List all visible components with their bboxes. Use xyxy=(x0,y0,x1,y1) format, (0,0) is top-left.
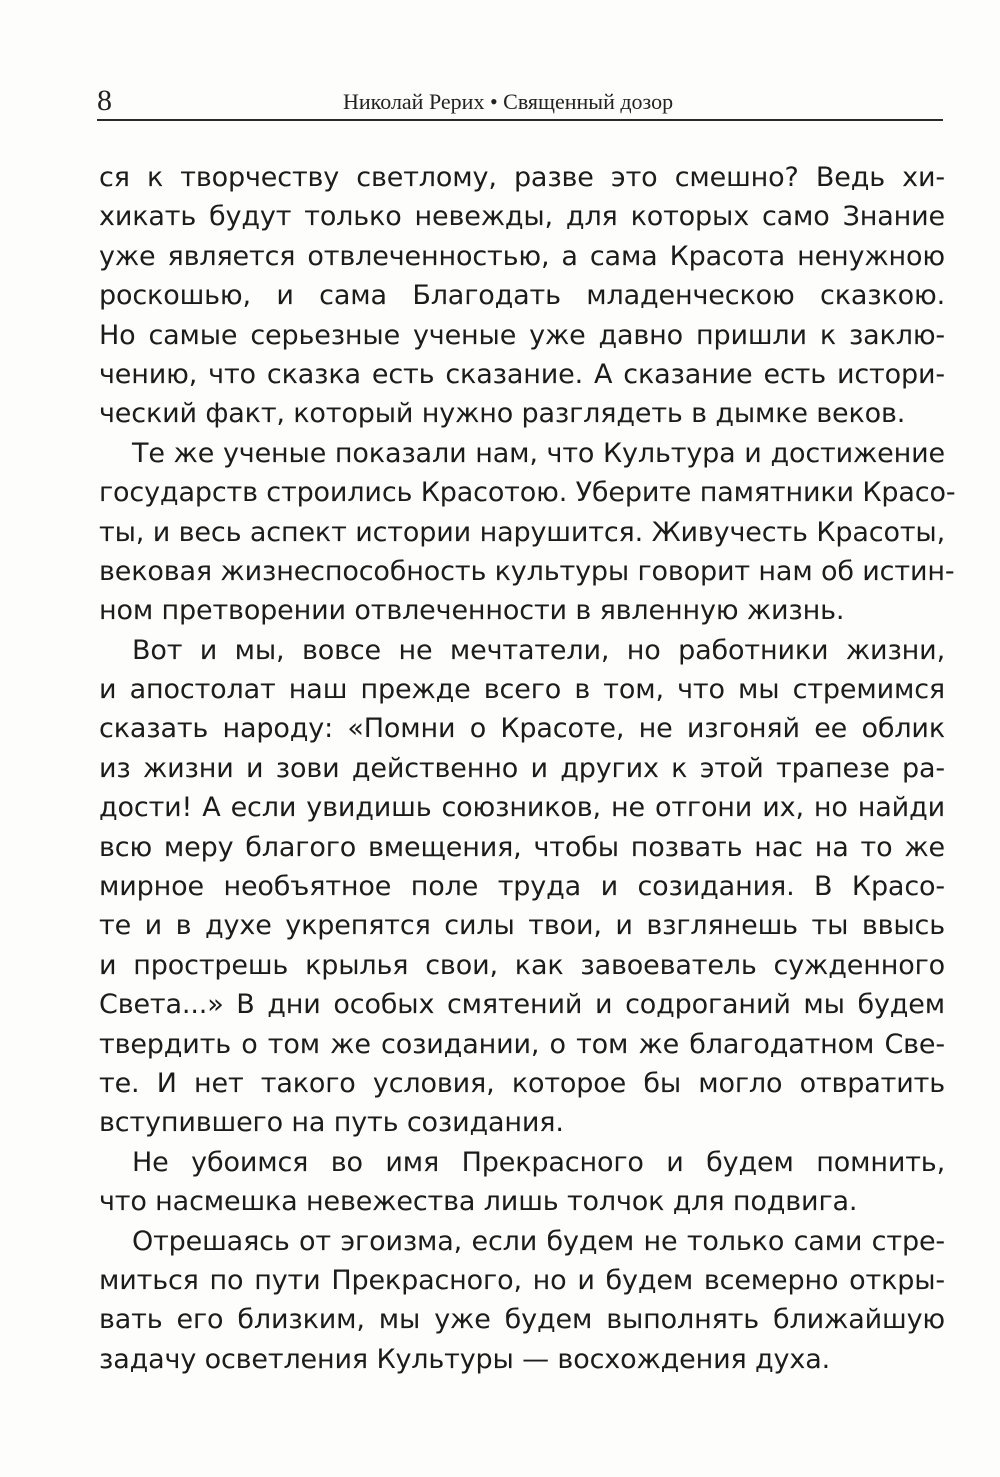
text-line: всю меру благого вмещения, чтобы позвать нас на то же xyxy=(99,831,945,863)
text-line: уже является отвлеченностью, а сама Красота ненужною xyxy=(99,240,945,272)
text-line: государств строились Красотою. Уберите памятники Красо- xyxy=(99,477,956,509)
text-line: чению, что сказка есть сказание. А сказание есть истори- xyxy=(99,358,945,390)
text-line: Вот и мы, вовсе не мечтатели, но работники жизни, xyxy=(132,634,945,666)
header-rule xyxy=(97,119,943,121)
text-line: миться по пути Прекрасного, но и будем всемерно откры- xyxy=(99,1264,945,1296)
running-head xyxy=(97,84,943,122)
text-line: ты, и весь аспект истории нарушится. Живучесть Красоты, xyxy=(99,516,945,548)
text-line: Отрешаясь от эгоизма, если будем не только сами стре- xyxy=(132,1225,945,1257)
text-line: Но самые серьезные ученые уже давно пришли к заклю- xyxy=(99,319,945,351)
text-line: ся к творчеству светлому, разве это смешно? Ведь хи- xyxy=(99,162,945,193)
text-line: твердить о том же созидании, о том же благодатном Све- xyxy=(99,1028,945,1060)
running-title: Николай Рерих • Священный дозор xyxy=(343,89,674,114)
text-line: из жизни и зови действенно и других к этой трапезе ра- xyxy=(99,752,945,784)
text-line: ном претворении отвлеченности в явленную жизнь. xyxy=(99,595,845,627)
text-line: Не убоимся во имя Прекрасного и будем помнить, xyxy=(132,1146,945,1178)
text-line: вступившего на путь созидания. xyxy=(99,1107,564,1139)
text-line: те и в духе укрепятся силы твои, и взглянешь ты ввысь xyxy=(99,910,945,942)
text-line: что насмешка невежества лишь толчок для подвига. xyxy=(99,1186,858,1218)
body-text xyxy=(99,158,956,1379)
text-line: задачу осветления Культуры — восхождения духа. xyxy=(99,1343,831,1375)
text-line: роскошью, и сама Благодать младенческою сказкою. xyxy=(99,280,945,312)
text-line: сказать народу: «Помни о Красоте, не изгоняй ее облик xyxy=(99,713,945,745)
text-line: мирное необъятное поле труда и созидания. В Красо- xyxy=(99,871,945,903)
text-line: Те же ученые показали нам, что Культура и достижение xyxy=(132,437,945,469)
text-line: и прострешь крылья свои, как завоеватель сужденного xyxy=(99,949,945,981)
text-line: и апостолат наш прежде всего в том, что мы стремимся xyxy=(99,674,945,706)
page-number: 8 xyxy=(97,84,112,117)
text-line: Света...» В дни особых смятений и содроганий мы будем xyxy=(99,989,945,1021)
text-line: вековая жизнеспособность культуры говорит нам об истин- xyxy=(99,555,955,587)
text-line: хикать будут только невежды, для которых само Знание xyxy=(99,201,945,233)
text-line: дости! А если увидишь союзников, не отгони их, но найди xyxy=(99,792,945,824)
text-line: те. И нет такого условия, которое бы могло отвратить xyxy=(99,1067,945,1099)
text-line: вать его близким, мы уже будем выполнять ближайшую xyxy=(99,1304,945,1336)
text-line: ческий факт, который нужно разглядеть в дымке веков. xyxy=(99,398,906,430)
